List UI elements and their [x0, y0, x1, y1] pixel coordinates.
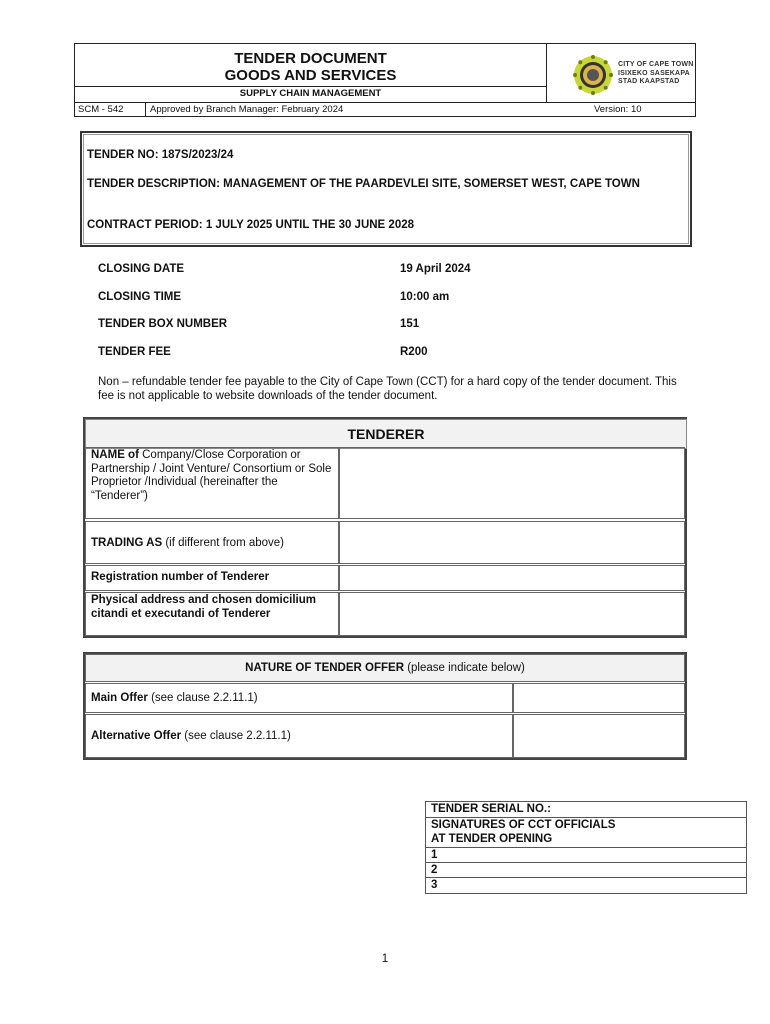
closing-date-label: CLOSING DATE — [98, 263, 185, 275]
header-subtitle: SUPPLY CHAIN MANAGEMENT — [239, 88, 382, 99]
city-logo-text — [618, 61, 693, 87]
city-logo-icon — [572, 54, 614, 101]
trading-label-bold: TRADING AS — [91, 537, 163, 549]
signatures-label — [425, 818, 747, 848]
version-label: Version: 10 — [594, 104, 642, 115]
fee-note: Non – refundable tender fee payable to the City of Cape Town (CCT) for a hard copy of the tender document. This fee is not applicable to website downloads of the tender document. — [98, 376, 677, 402]
alt-offer-text: (see clause 2.2.11.1) — [181, 730, 291, 742]
trading-as-label — [85, 521, 339, 564]
signature-row-1[interactable]: 1 — [425, 848, 747, 863]
address-field[interactable] — [339, 592, 685, 636]
address-label: Physical address and chosen domicilium citandi et executandi of Tenderer — [85, 592, 339, 636]
tender-box-value: 151 — [400, 318, 420, 330]
tender-fee-value: R200 — [400, 346, 428, 358]
signatures-line: AT TENDER OPENING — [431, 832, 553, 845]
registration-field[interactable] — [339, 565, 685, 591]
title-line-1: TENDER DOCUMENT — [234, 50, 387, 67]
main-offer-label — [85, 683, 513, 713]
signatures-line: SIGNATURES OF CCT OFFICIALS — [431, 819, 616, 831]
trading-as-field[interactable] — [339, 521, 685, 564]
signature-row-3[interactable]: 3 — [431, 879, 438, 891]
form-code: SCM - 542 — [78, 104, 124, 115]
tenderer-name-label — [85, 447, 339, 519]
tender-fee-label: TENDER FEE — [98, 346, 171, 358]
approval-note: Approved by Branch Manager: February 2024 — [150, 104, 344, 115]
alt-offer-bold: Alternative Offer — [91, 730, 182, 742]
signature-row-2[interactable]: 2 — [425, 863, 747, 878]
closing-date-value: 19 April 2024 — [400, 263, 471, 275]
tender-serial-label: TENDER SERIAL NO.: — [425, 801, 747, 818]
tender-box-label: TENDER BOX NUMBER — [98, 318, 228, 330]
header-divider — [145, 102, 146, 117]
tenderer-heading: TENDERER — [85, 419, 687, 449]
main-offer-text: (see clause 2.2.11.1) — [147, 692, 258, 704]
registration-label: Registration number of Tenderer — [85, 565, 339, 591]
offer-heading-text: (please indicate below) — [404, 662, 525, 674]
main-offer-bold: Main Offer — [91, 692, 148, 704]
logo-text-line: STAD KAAPSTAD — [618, 78, 680, 85]
tenderer-name-field[interactable] — [339, 447, 685, 519]
closing-time-value: 10:00 am — [400, 291, 450, 303]
offer-heading — [85, 654, 685, 682]
name-label-text: Company/Close Corporation or Partnership / Joint Venture/ Consortium or Sole Proprietor /Individual (hereinafter the “Tenderer”) — [91, 449, 332, 502]
page-number: 1 — [381, 953, 389, 965]
alternative-offer-field[interactable] — [513, 714, 685, 758]
name-label-bold: NAME of — [91, 449, 139, 461]
header-divider — [546, 43, 547, 102]
logo-text-line: ISIXEKO SASEKAPA — [618, 69, 690, 77]
title-line-2: GOODS AND SERVICES — [224, 67, 397, 84]
main-offer-field[interactable] — [513, 683, 685, 713]
tender-number: TENDER NO: 187S/2023/24 — [87, 149, 234, 161]
closing-time-label: CLOSING TIME — [98, 291, 182, 303]
tender-description: TENDER DESCRIPTION: MANAGEMENT OF THE PAARDEVLEI SITE, SOMERSET WEST, CAPE TOWN — [87, 178, 640, 190]
logo-text-line: CITY OF CAPE TOWN — [618, 61, 694, 68]
alternative-offer-label — [85, 714, 513, 758]
trading-label-text: (if different from above) — [162, 537, 285, 549]
document-title — [75, 44, 546, 86]
contract-period: CONTRACT PERIOD: 1 JULY 2025 UNTIL THE 30 JUNE 2028 — [87, 219, 415, 231]
offer-heading-bold: NATURE OF TENDER OFFER — [245, 662, 405, 674]
